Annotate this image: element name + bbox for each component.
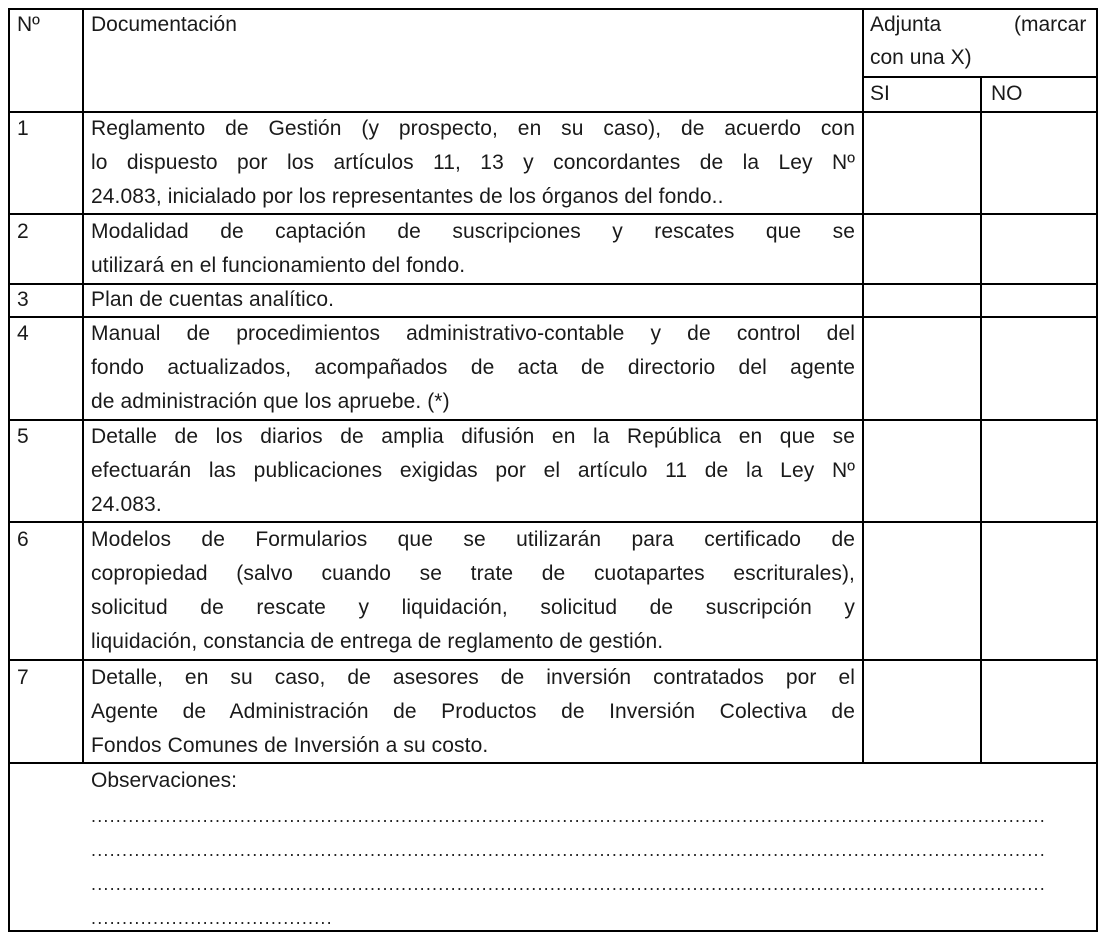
table-right-border — [1096, 8, 1098, 932]
row-description-line: Modalidad de captación de suscripciones y rescates que se — [91, 220, 855, 243]
row-description-line: solicitud de rescate y liquidación, solicitud de suscripción y — [91, 596, 855, 619]
row-description-line: fondo actualizados, acompañados de acta de directorio del agente — [91, 356, 855, 379]
row-4-si-cell[interactable] — [864, 318, 980, 419]
row-6-si-cell[interactable] — [864, 523, 980, 659]
row-4-no-cell[interactable] — [982, 318, 1096, 419]
row-description-line: efectuarán las publicaciones exigidas por el artículo 11 de la Ley Nº — [91, 459, 855, 482]
row-description-line: copropiedad (salvo cuando se trate de cuotapartes escriturales), — [91, 562, 855, 585]
row-description-line: 24.083, inicialado por los representantes de los órganos del fondo.. — [91, 185, 724, 208]
num-column-divider — [82, 8, 84, 764]
observations-dotted-line: ....................................... — [91, 908, 333, 928]
row-description-line: Plan de cuentas analítico. — [91, 288, 335, 311]
header-yes: SI — [870, 82, 890, 105]
header-attach-label-a: Adjunta — [870, 13, 942, 36]
header-no: NO — [991, 82, 1023, 105]
row-description-line: lo dispuesto por los artículos 11, 13 y concordantes de la Ley Nº — [91, 151, 855, 174]
table-bottom-border — [8, 930, 1098, 932]
row-description-line: utilizará en el funcionamiento del fondo. — [91, 254, 466, 277]
observations-dotted-line: .......................................................................................................................................................... — [91, 840, 1046, 860]
row-1-si-cell[interactable] — [864, 113, 980, 213]
row-number: 5 — [17, 425, 29, 448]
row-3-no-cell[interactable] — [982, 285, 1096, 316]
row-5-no-cell[interactable] — [982, 421, 1096, 521]
header-attach-label-b: (marcar — [1014, 13, 1087, 36]
row-description-line: Agente de Administración de Productos de Inversión Colectiva de — [91, 700, 855, 723]
row-2-no-cell[interactable] — [982, 215, 1096, 283]
row-1-no-cell[interactable] — [982, 113, 1096, 213]
observations-dotted-line: .......................................................................................................................................................... — [91, 874, 1046, 894]
row-number: 4 — [17, 322, 29, 345]
row-description-line: Detalle, en su caso, de asesores de inversión contratados por el — [91, 666, 855, 689]
observations-label: Observaciones: — [91, 769, 237, 792]
row-number: 7 — [17, 666, 29, 689]
row-number: 2 — [17, 220, 29, 243]
header-documentation: Documentación — [91, 13, 237, 36]
row-description-line: de administración que los apruebe. (*) — [91, 390, 450, 413]
row-number: 3 — [17, 288, 29, 311]
row-number: 1 — [17, 117, 29, 140]
row-description-line: Reglamento de Gestión (y prospecto, en su caso), de acuerdo con — [91, 117, 855, 140]
row-description-line: Modelos de Formularios que se utilizarán para certificado de — [91, 528, 855, 551]
row-number: 6 — [17, 528, 29, 551]
header-num: Nº — [17, 13, 40, 36]
row-5-si-cell[interactable] — [864, 421, 980, 521]
table-left-border — [8, 8, 10, 932]
row-2-si-cell[interactable] — [864, 215, 980, 283]
row-description-line: Detalle de los diarios de amplia difusión en la República en que se — [91, 425, 855, 448]
attach-header-split — [862, 76, 1098, 78]
row-description-line: Fondos Comunes de Inversión a su costo. — [91, 734, 489, 757]
observations-dotted-line: .......................................................................................................................................................... — [91, 806, 1046, 826]
row-description-line: liquidación, constancia de entrega de reglamento de gestión. — [91, 630, 664, 653]
row-7-si-cell[interactable] — [864, 661, 980, 762]
row-description-line: Manual de procedimientos administrativo-contable y de control del — [91, 322, 855, 345]
row-6-no-cell[interactable] — [982, 523, 1096, 659]
row-7-no-cell[interactable] — [982, 661, 1096, 762]
header-attach-label-line2: con una X) — [870, 46, 972, 69]
row-3-si-cell[interactable] — [864, 285, 980, 316]
row-description-line: 24.083. — [91, 493, 162, 516]
